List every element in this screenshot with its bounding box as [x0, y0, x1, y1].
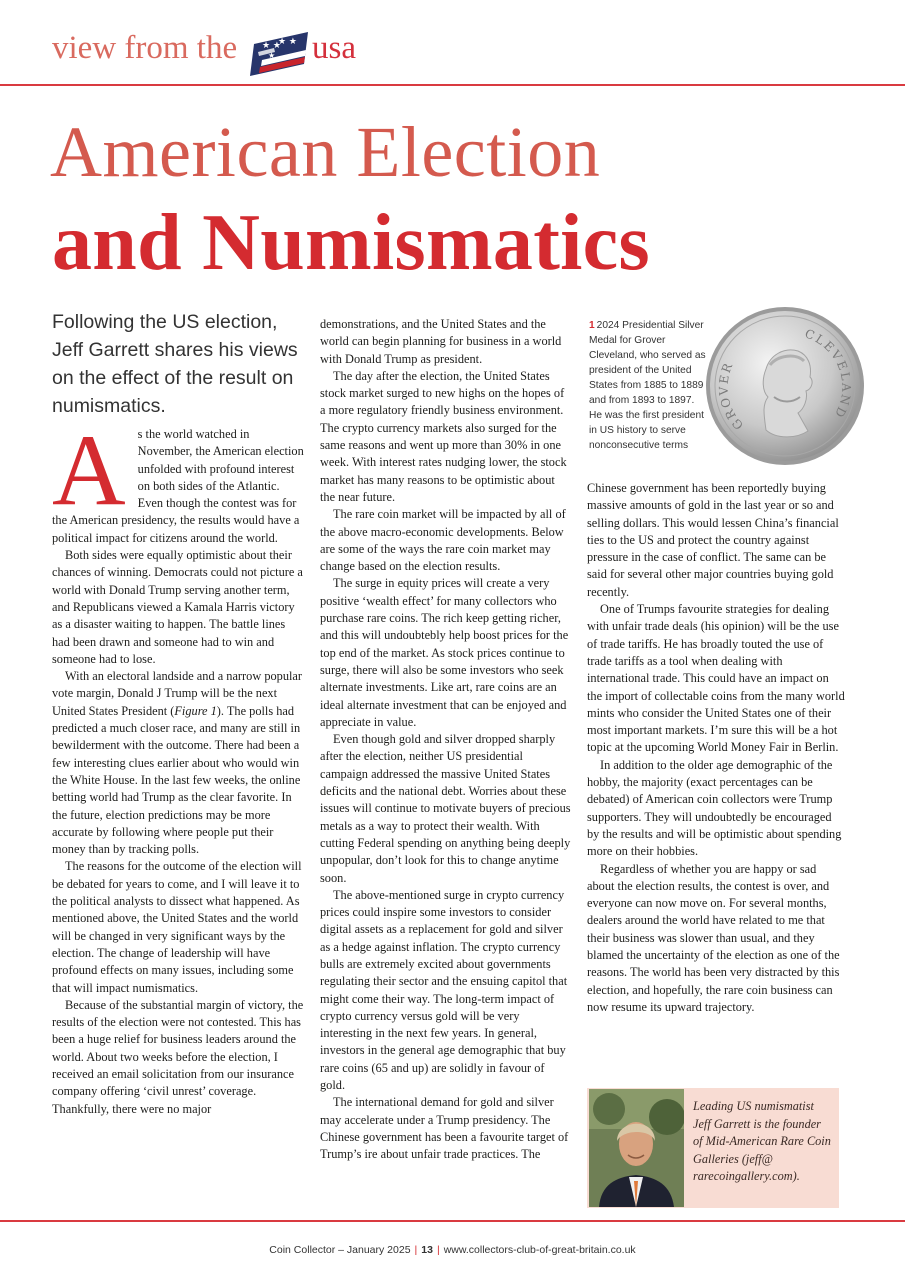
- headline-line-2: and Numismatics: [52, 199, 650, 287]
- figure-caption: 1 2024 Presidential Silver Medal for Grover Cleveland, who served as president of the United States from 1885 to 1889 and from 1893 to 1897. He was the first president in US history to serve nonconsecutive terms: [589, 320, 706, 451]
- article-column-3: [587, 480, 845, 1016]
- svg-text:★: ★: [268, 51, 276, 60]
- paragraph: The reasons for the outcome of the election will be debated for years to come, and I will leave it to the political analysts to dissect what happened. As mentioned above, the United States and the world will be changed in very significant ways by the election. The change of leadership will have profound effects on many issues, including some that will impact numismatics.: [52, 859, 302, 995]
- figure-number: 1: [589, 320, 595, 331]
- paragraph: The international demand for gold and silver may accelerate under a Trump presidency. The Chinese government has been a favourite target of Trump’s ire about unfair trade practices. The: [320, 1095, 569, 1162]
- paragraph: Both sides were equally optimistic about their chances of winning. Democrats could not picture a world with Donald Trump serving another term, and Republicans viewed a Kamala Harris victory as a disaster waiting to happen. The battle lines had been drawn and someone had to win and someone had to lose.: [52, 548, 303, 666]
- paragraph: Because of the substantial margin of victory, the results of the election were not contested. This has been a huge relief for business leaders around the world. About two weeks before the election, I received an email solicitation from our insurance company offering ‘civil unrest’ coverage. Thankfully, there were no major: [52, 997, 304, 1116]
- author-bio-text: Leading US numismatist Jeff Garrett is the founder of Mid-American Rare Coin Galleries (jeff@ rarecoingallery.com).: [693, 1099, 831, 1184]
- paragraph: The above-mentioned surge in crypto currency prices could inspire some investors to consider digital assets as a replacement for gold and silver as a hedge against inflation. The crypto currency bulls are extremely excited about governments regulating their sector and the ensuing capitol that might come their way. The long-term impact of crypto currency versus gold will be very interesting in the next few years. In general, investors in the general age demographic that buy rare coins (65 and up) are solidly in favour of gold.: [320, 887, 568, 1093]
- author-photo: [589, 1089, 684, 1207]
- paragraph: As the world watched in November, the American election unfolded with profound interest on both sides of the Atlantic. Even though the contest was for the American presidency, the results would have a political impact for citizens around the world.: [52, 414, 304, 545]
- svg-text:★ ★: ★ ★: [278, 37, 297, 47]
- paragraph: The rare coin market will be impacted by all of the above macro-economic developments. Below are some of the ways the rare coin market may change based on the election results.: [320, 507, 566, 574]
- headline-line-1: American Election: [50, 112, 601, 192]
- paragraph: Even though gold and silver dropped sharply after the election, neither US presidential campaign addressed the massive United States deficits and the national debt. Worries about these issues will continue to motivate buyers of precious metals as a way to protect their wealth. With cutting Federal spending on anything being deeply unpopular, don’t look for this to change anytime soon.: [320, 732, 571, 885]
- medal-legend-left: GROVER: [716, 359, 747, 433]
- standfirst: Following the US election, Jeff Garrett shares his views on the effect of the result on numismatics.: [52, 311, 298, 417]
- paragraph: The surge in equity prices will create a very positive ‘wealth effect’ for many collectors who purchase rare coins. The rich keep getting richer, and this will undoubtebly help boost prices for the top end of the market. As stock prices continue to surge, there will also be some investors who seek alternate investments. Like art, rare coins are an ideal alternate investment that can be enjoyed and appreciate in value.: [320, 576, 569, 729]
- website-link[interactable]: www.collectors-club-of-great-britain.co.uk: [443, 1244, 636, 1256]
- figure-reference: Figure 1: [174, 703, 217, 718]
- publication-date: Coin Collector – January 2025: [269, 1244, 411, 1256]
- paragraph: demonstrations, and the United States and the world can begin planning for business in a world with Donald Trump as president.: [320, 317, 562, 366]
- page-footer: Coin Collector – January 2025 | 13 | www.collectors-club-of-great-britain.co.uk: [269, 1244, 636, 1256]
- paragraph: With an electoral landside and a narrow popular vote margin, Donald J Trump will be the next United States President (Figure 1). The polls had predicted a much closer race, and many are still in bewilderment with the outcome. There had been a few interesting clues earlier about who would win the White House. In the last few weeks, the online betting world had Trump as the clear favorite. In the future, election predictions may be more accurate by following where people put their money than by tracking polls.: [52, 669, 303, 857]
- article-column-1: [52, 414, 304, 1118]
- medal-legend-right: CLEVELAND: [802, 326, 854, 422]
- drop-cap: A: [52, 414, 126, 527]
- svg-text:★ ★: ★ ★: [262, 41, 281, 51]
- section-label: view from the: [52, 30, 238, 66]
- paragraph: In addition to the older age demographic of the hobby, the majority (exact percentages can be debated) of American coin collectors were Trump supporters. They will undoubtedly be encouraged by the results and will be optimistic about spending more on their hobbies.: [587, 757, 842, 859]
- paragraph: One of Trumps favourite strategies for dealing with unfair trade deals (his opinion) will be the use of trade tariffs. He has broadly touted the use of trade tariffs as a tool when dealing with international trade. This could have an impact on the import of collectable coins from the many world mints who consider the United States one of their most important markets. I’m sure this will be a hot topic at the upcoming World Money Fair in Berlin.: [587, 602, 845, 755]
- paragraph: The day after the election, the United States stock market surged to new highs on the hopes of a more regulatory friendly business environment. The crypto currency markets also surged for the same reasons and went up more than 30% in one week. With interest rates nudging lower, the stock market has many reasons to be optimistic about the near future.: [320, 368, 567, 504]
- footer-rule: [0, 1220, 905, 1222]
- silver-medal-image: [704, 305, 866, 467]
- paragraph: Chinese government has been reportedly buying massive amounts of gold in the last year or so and selling dollars. This would lessen China’s financial ties to the US and protect the country against pressure in the case of conflict. The same can be said for several other major countries buying gold recently.: [587, 481, 839, 599]
- us-flag-icon: [248, 30, 310, 78]
- page-number: 13: [421, 1244, 433, 1256]
- article-column-2: [320, 316, 572, 1164]
- paragraph: Regardless of whether you are happy or sad about the election results, the contest is over, and everyone can now move on. For several months, dealers around the world have related to me that their business was slower than usual, and they blamed the uncertainty of the election as one of the reasons. The world has been very distracted by this election, and hopefully, the rare coin business can now resume its upward trajectory.: [587, 861, 840, 1014]
- section-country: usa: [312, 30, 356, 66]
- header-rule: [0, 84, 905, 86]
